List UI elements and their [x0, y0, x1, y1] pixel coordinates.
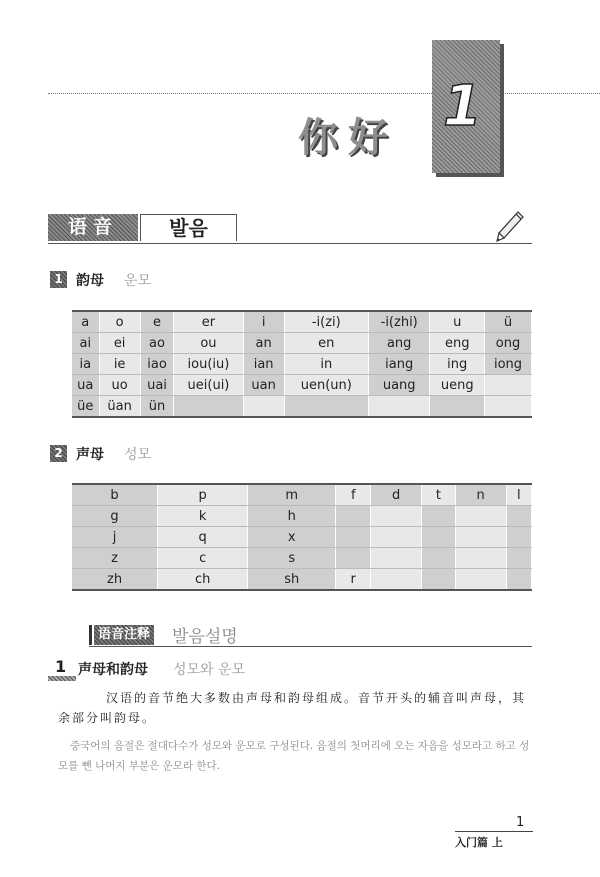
finals-cell: ou — [174, 333, 243, 354]
finals-cell: iao — [140, 354, 174, 375]
finals-cell: iou(iu) — [174, 354, 243, 375]
finals-cell: u — [430, 311, 485, 333]
initials-cell: b — [72, 484, 158, 506]
initials-cell — [371, 569, 422, 591]
initials-cell — [455, 527, 506, 548]
finals-cell — [243, 396, 284, 418]
finals-cell: ing — [430, 354, 485, 375]
initials-row — [72, 484, 532, 506]
finals-cell: -i(zi) — [284, 311, 368, 333]
section-rule — [48, 243, 532, 244]
finals-cell: ong — [484, 333, 531, 354]
initials-cell — [422, 569, 456, 591]
initials-cell: zh — [72, 569, 158, 591]
finals-cell: -i(zhi) — [368, 311, 430, 333]
finals-cell: an — [243, 333, 284, 354]
note1-text-zh: 汉语的音节绝大多数由声母和韵母组成。音节开头的辅音叫声母，其余部分叫韵母。 — [58, 691, 527, 725]
finals-cell: iang — [368, 354, 430, 375]
finals-cell: a — [72, 311, 99, 333]
initials-label-zh: 声母 — [76, 447, 104, 463]
finals-cell — [284, 396, 368, 418]
initials-cell: l — [506, 484, 531, 506]
finals-row — [72, 375, 532, 396]
finals-row — [72, 333, 532, 354]
initials-cell: g — [72, 506, 158, 527]
finals-label-ko: 운모 — [124, 273, 152, 289]
finals-cell: uen(un) — [284, 375, 368, 396]
footer-book-title: 入门篇 上 — [455, 836, 503, 849]
finals-cell: in — [284, 354, 368, 375]
finals-cell: ian — [243, 354, 284, 375]
initials-cell — [336, 506, 371, 527]
initials-cell — [371, 506, 422, 527]
initials-table — [72, 483, 532, 591]
section-label-zh: 语音 — [48, 214, 138, 241]
initials-cell — [506, 527, 531, 548]
finals-cell: ün — [140, 396, 174, 418]
initials-cell: ch — [158, 569, 248, 591]
initials-cell — [455, 506, 506, 527]
initials-label-ko: 성모 — [124, 447, 152, 463]
initials-cell — [455, 548, 506, 569]
chapter-title: 你好 — [298, 114, 398, 161]
initials-cell: k — [158, 506, 248, 527]
initials-cell: n — [455, 484, 506, 506]
finals-cell: ia — [72, 354, 99, 375]
initials-cell: c — [158, 548, 248, 569]
finals-cell: ü — [484, 311, 531, 333]
finals-cell: uang — [368, 375, 430, 396]
finals-cell: uei(ui) — [174, 375, 243, 396]
initials-cell — [371, 527, 422, 548]
notes-bar — [89, 625, 92, 645]
initials-cell — [506, 506, 531, 527]
initials-row — [72, 548, 532, 569]
initials-badge: 2 — [50, 445, 67, 462]
finals-cell — [484, 375, 531, 396]
notes-label-zh: 语音注释 — [94, 625, 154, 645]
section-label-ko: 발음 — [140, 214, 237, 241]
finals-row — [72, 396, 532, 418]
note1-text-ko: 중국어의 음절은 절대다수가 성모와 운모로 구성된다. 음절의 첫머리에 오는 자음을 성모라고 하고 성모를 뺀 나머지 부분은 운모라 한다. — [58, 740, 530, 772]
finals-badge: 1 — [50, 271, 67, 288]
finals-cell: eng — [430, 333, 485, 354]
note1-label-ko: 성모와 운모 — [173, 662, 246, 678]
finals-cell — [174, 396, 243, 418]
finals-label-zh: 韵母 — [76, 273, 104, 289]
finals-cell — [368, 396, 430, 418]
finals-cell: uan — [243, 375, 284, 396]
initials-cell: x — [248, 527, 336, 548]
pencil-icon — [494, 210, 524, 244]
initials-cell: h — [248, 506, 336, 527]
finals-cell: ei — [99, 333, 140, 354]
finals-cell: ao — [140, 333, 174, 354]
top-rule — [48, 93, 600, 94]
footer-rule — [455, 831, 533, 832]
initials-row — [72, 527, 532, 548]
initials-cell — [506, 548, 531, 569]
notes-label-ko: 발음설명 — [172, 627, 238, 647]
finals-cell: ie — [99, 354, 140, 375]
initials-cell: sh — [248, 569, 336, 591]
initials-cell — [506, 569, 531, 591]
finals-cell: en — [284, 333, 368, 354]
initials-cell: z — [72, 548, 158, 569]
initials-cell: p — [158, 484, 248, 506]
finals-table — [72, 310, 532, 418]
finals-cell: ua — [72, 375, 99, 396]
finals-cell: üe — [72, 396, 99, 418]
finals-cell: e — [140, 311, 174, 333]
finals-cell — [430, 396, 485, 418]
initials-cell — [336, 548, 371, 569]
initials-cell: f — [336, 484, 371, 506]
finals-cell: i — [243, 311, 284, 333]
initials-row — [72, 569, 532, 591]
initials-cell: t — [422, 484, 456, 506]
finals-cell: üan — [99, 396, 140, 418]
finals-row — [72, 354, 532, 375]
initials-row — [72, 506, 532, 527]
finals-cell: o — [99, 311, 140, 333]
initials-cell — [336, 527, 371, 548]
finals-cell: uai — [140, 375, 174, 396]
finals-row — [72, 311, 532, 333]
initials-cell — [422, 548, 456, 569]
page-number: 1 — [516, 815, 525, 830]
note1-underline — [48, 676, 76, 681]
notes-rule — [89, 646, 532, 647]
initials-cell — [422, 506, 456, 527]
initials-cell — [455, 569, 506, 591]
initials-cell: d — [371, 484, 422, 506]
initials-cell: j — [72, 527, 158, 548]
finals-cell: iong — [484, 354, 531, 375]
finals-cell: ang — [368, 333, 430, 354]
initials-cell: s — [248, 548, 336, 569]
chapter-number: 1 — [443, 74, 482, 139]
initials-cell — [422, 527, 456, 548]
initials-cell: m — [248, 484, 336, 506]
initials-cell — [371, 548, 422, 569]
note1-label-zh: 声母和韵母 — [78, 662, 148, 678]
finals-cell: uo — [99, 375, 140, 396]
initials-cell: r — [336, 569, 371, 591]
finals-cell: ai — [72, 333, 99, 354]
finals-cell: ueng — [430, 375, 485, 396]
finals-cell: er — [174, 311, 243, 333]
initials-cell: q — [158, 527, 248, 548]
finals-cell — [484, 396, 531, 418]
note1-number: 1 — [55, 657, 67, 676]
